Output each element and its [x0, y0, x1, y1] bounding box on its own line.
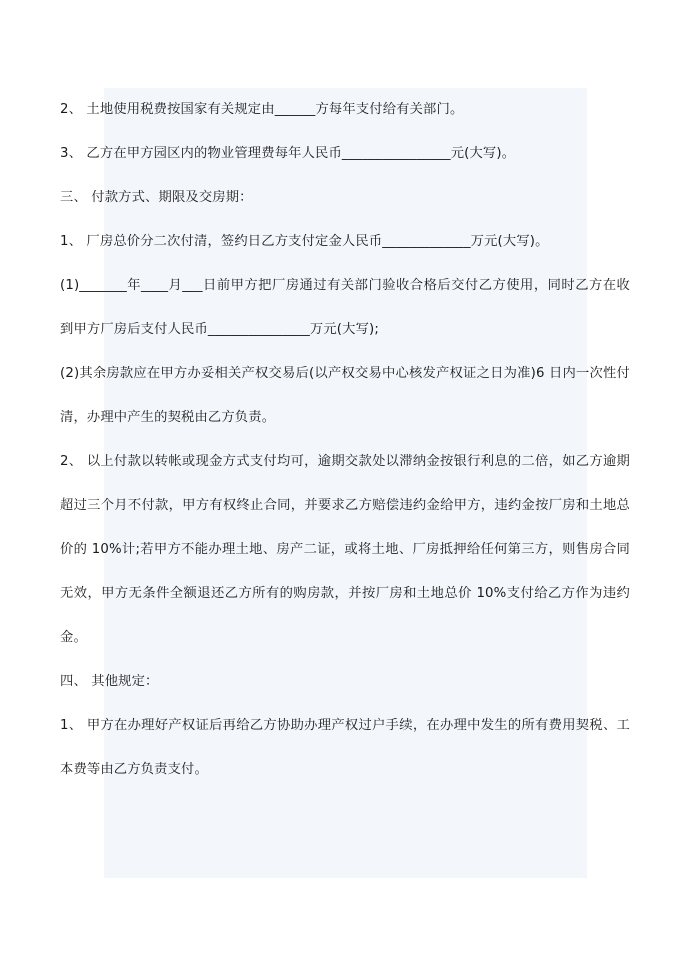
paragraph-remaining-payment-deed-tax: (2)其余房款应在甲方办妥相关产权交易后(以产权交易中心核发产权证之日为准)6 日内一次性付清，办理中产生的契税由乙方负责。	[60, 366, 630, 425]
document-text-body	[60, 88, 630, 878]
paragraph-land-use-tax: 2、 土地使用税费按国家有关规定由______方每年支付给有关部门。	[60, 102, 464, 117]
heading-section-four-other-provisions: 四、 其他规定：	[60, 674, 159, 689]
paragraph-payment-methods-and-penalties: 2、 以上付款以转帐或现金方式支付均可，逾期交款处以滞纳金按银行利息的二倍，如乙方逾期超过三个月不付款，甲方有权终止合同，并要求乙方赔偿违约金给甲方，违约金按厂房和土地总价的 10%计;若甲方不能办理土地、房产二证，或将土地、厂房抵押给任何第三方，则售房合同无效，甲方无条件全额退还乙方所有的购房款，并按厂房和土地总价 10%支付给乙方作为违约金。	[60, 454, 630, 645]
paragraph-total-price-two-installments: 1、 厂房总价分二次付清，签约日乙方支付定金人民币_____________万元(大写)。	[60, 234, 549, 249]
paragraph-title-transfer-procedures: 1、 甲方在办理好产权证后再给乙方协助办理产权过户手续，在办理中发生的所有费用契税、工本费等由乙方负责支付。	[60, 718, 630, 777]
paragraph-property-management-fee: 3、 乙方在甲方园区内的物业管理费每年人民币________________元(大写)。	[60, 146, 516, 161]
paragraph-handover-date-and-payment: (1)_______年____月___日前甲方把厂房通过有关部门验收合格后交付乙方使用，同时乙方在收到甲方厂房后支付人民币_______________万元(大写);	[60, 278, 630, 337]
heading-section-three-payment-terms: 三、 付款方式、期限及交房期：	[60, 190, 253, 205]
